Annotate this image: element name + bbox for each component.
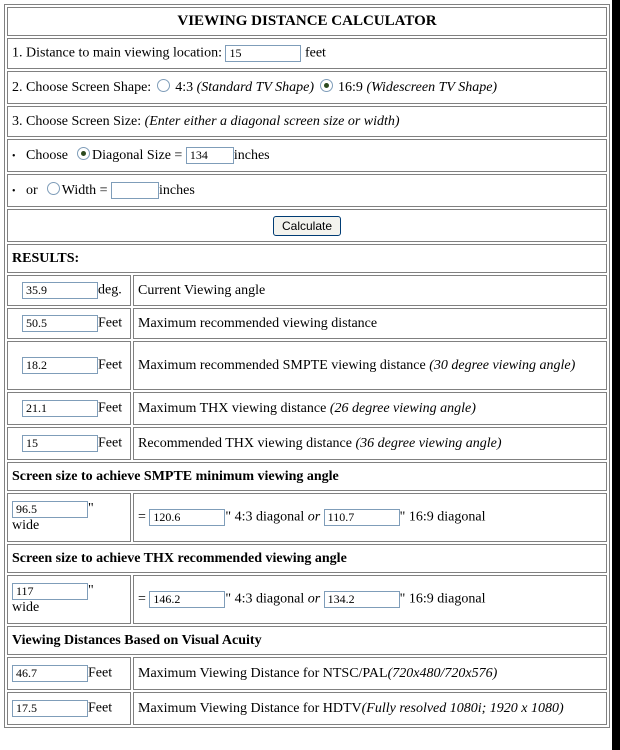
result-value-input[interactable] <box>22 357 98 374</box>
result-value-cell <box>7 427 131 460</box>
width-input[interactable] <box>111 182 159 199</box>
diagonal-unit: inches <box>233 147 270 163</box>
page-title: VIEWING DISTANCE CALCULATOR <box>7 7 607 36</box>
smpte-width-cell <box>7 493 131 542</box>
result-label: Recommended THX viewing distance <box>138 435 352 451</box>
size-note: (Enter either a diagonal screen size or width) <box>144 113 400 129</box>
shape-label: 2. Choose Screen Shape: <box>12 80 152 95</box>
result-label-cell <box>133 341 607 390</box>
result-value-cell <box>7 275 131 306</box>
acuity-label-cell <box>133 692 607 725</box>
or-text: or <box>307 591 321 607</box>
smpte-width-input[interactable] <box>12 501 88 518</box>
result-label: Maximum recommended SMPTE viewing distance <box>138 357 426 373</box>
result-unit: Feet <box>98 315 123 331</box>
result-value-input[interactable] <box>22 315 98 332</box>
result-value-input[interactable] <box>22 282 98 299</box>
calculator-table <box>4 4 610 728</box>
result-label-cell <box>133 275 607 306</box>
thx-width-cell <box>7 575 131 624</box>
diag43-label: " 4:3 diagonal <box>225 591 305 607</box>
thx-diag-cell <box>133 575 607 624</box>
acuity-label: Maximum Viewing Distance for NTSC/PAL <box>138 665 388 681</box>
acuity-unit: Feet <box>88 700 113 716</box>
result-value-input[interactable] <box>22 435 98 452</box>
result-value-input[interactable] <box>22 400 98 417</box>
width-radio[interactable] <box>47 182 60 195</box>
smpte-43-input[interactable] <box>149 509 225 526</box>
result-unit: deg. <box>98 282 122 298</box>
distance-row <box>7 38 607 69</box>
result-label: Maximum recommended viewing distance <box>138 315 378 331</box>
diagonal-input[interactable] <box>186 147 234 164</box>
shape-169-radio[interactable] <box>320 79 333 92</box>
result-label: Maximum THX viewing distance <box>138 400 327 416</box>
acuity-value-input[interactable] <box>12 665 88 682</box>
smpte-diag-cell <box>133 493 607 542</box>
acuity-value-cell <box>7 657 131 690</box>
bullet-icon: • <box>12 150 16 162</box>
shape-43-label[interactable]: 4:3 <box>175 80 194 95</box>
distance-unit: feet <box>304 45 326 61</box>
result-unit: Feet <box>98 357 123 373</box>
inch-mark: " <box>88 501 94 516</box>
result-label-cell <box>133 308 607 339</box>
result-note: (36 degree viewing angle) <box>355 435 502 451</box>
thx-heading: Screen size to achieve THX recommended viewing angle <box>7 544 607 573</box>
bullet-icon: • <box>12 185 16 197</box>
distance-label: 1. Distance to main viewing location: <box>12 45 222 61</box>
thx-169-input[interactable] <box>324 591 400 608</box>
shape-169-note: (Widescreen TV Shape) <box>366 80 498 95</box>
width-row <box>7 174 607 207</box>
shape-row <box>7 71 607 104</box>
result-note: (26 degree viewing angle) <box>329 400 476 416</box>
wide-label: wide <box>12 600 40 615</box>
acuity-value-cell <box>7 692 131 725</box>
size-row <box>7 106 607 137</box>
result-value-cell <box>7 392 131 425</box>
window-edge <box>612 0 620 750</box>
result-value-cell <box>7 341 131 390</box>
shape-43-radio[interactable] <box>157 79 170 92</box>
thx-width-input[interactable] <box>12 583 88 600</box>
thx-43-input[interactable] <box>149 591 225 608</box>
diagonal-radio[interactable] <box>77 147 90 160</box>
width-label[interactable]: Width = <box>61 182 108 198</box>
shape-169-label[interactable]: 16:9 <box>338 80 363 95</box>
smpte-169-input[interactable] <box>324 509 400 526</box>
result-value-cell <box>7 308 131 339</box>
shape-43-note: (Standard TV Shape) <box>196 80 315 95</box>
acuity-label: Maximum Viewing Distance for HDTV <box>138 700 362 716</box>
choose-label: Choose <box>26 147 69 163</box>
smpte-heading: Screen size to achieve SMPTE minimum viewing angle <box>7 462 607 491</box>
acuity-label-cell <box>133 657 607 690</box>
equals-sign: = <box>138 591 146 607</box>
acuity-value-input[interactable] <box>12 700 88 717</box>
calculate-row <box>7 209 607 242</box>
size-label: 3. Choose Screen Size: <box>12 113 142 129</box>
result-label-cell <box>133 427 607 460</box>
equals-sign: = <box>138 509 146 525</box>
wide-label: wide <box>12 518 40 533</box>
acuity-note: (720x480/720x576) <box>387 665 498 681</box>
diag169-label: " 16:9 diagonal <box>399 509 486 525</box>
diag43-label: " 4:3 diagonal <box>225 509 305 525</box>
acuity-note: (Fully resolved 1080i; 1920 x 1080) <box>361 700 564 716</box>
acuity-heading: Viewing Distances Based on Visual Acuity <box>7 626 607 655</box>
diagonal-label[interactable]: Diagonal Size = <box>92 147 183 163</box>
result-note: (30 degree viewing angle) <box>429 357 576 373</box>
result-unit: Feet <box>98 435 123 451</box>
result-unit: Feet <box>98 400 123 416</box>
acuity-unit: Feet <box>88 665 113 681</box>
diag169-label: " 16:9 diagonal <box>399 591 486 607</box>
calculate-button[interactable]: Calculate <box>273 216 341 236</box>
or-label: or <box>26 182 38 198</box>
result-label-cell <box>133 392 607 425</box>
result-label: Current Viewing angle <box>138 282 266 298</box>
diagonal-row <box>7 139 607 172</box>
inch-mark: " <box>88 583 94 598</box>
width-unit: inches <box>159 182 195 198</box>
or-text: or <box>307 509 321 525</box>
results-heading: RESULTS: <box>7 244 607 273</box>
distance-input[interactable] <box>225 45 301 62</box>
